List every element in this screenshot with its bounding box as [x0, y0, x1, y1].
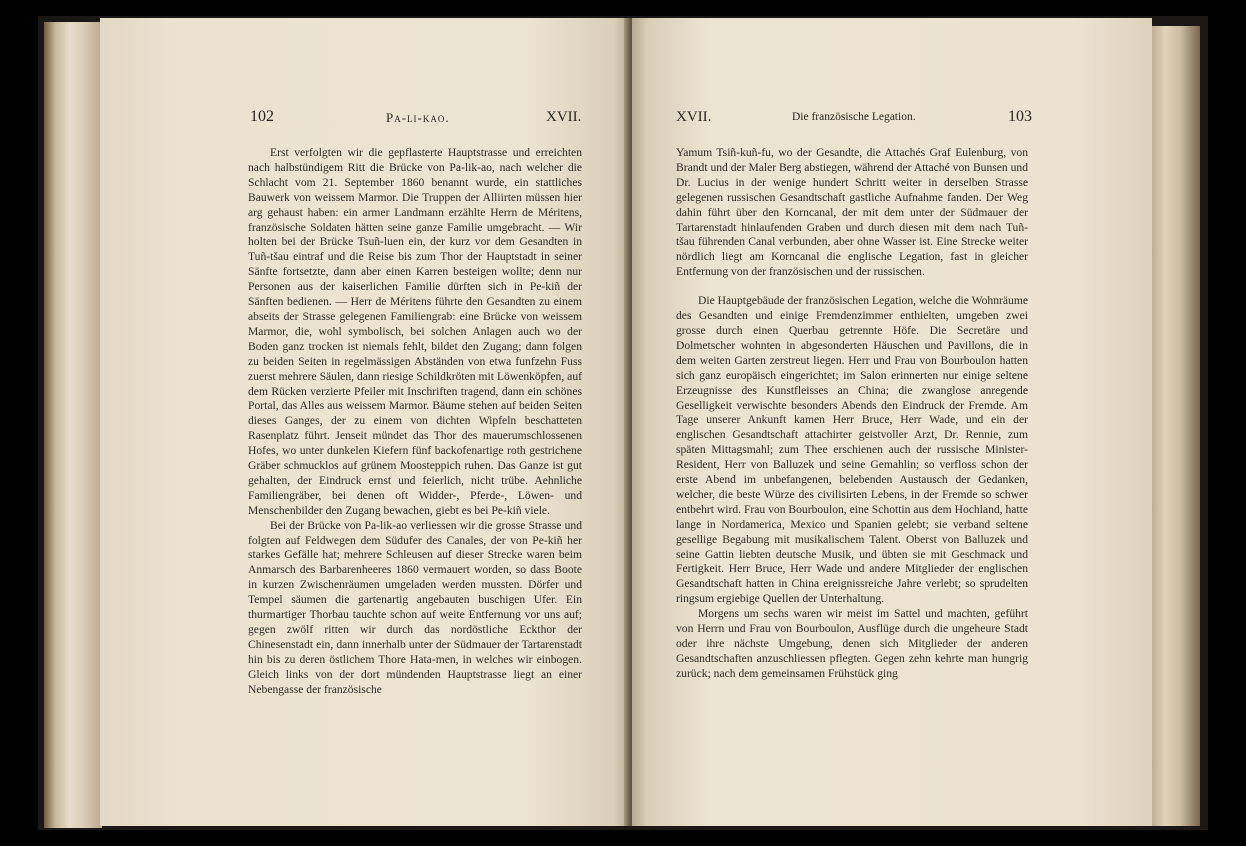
paragraph: Yamum Tsiñ-kuñ-fu, wo der Gesandte, die Attachés Graf Eulenburg, von Brandt und der Maler Berg abstiegen, während der Attaché von Bunsen und Dr. Lucius in der wenige hundert Schritt weiter in derselben Strasse gelegenen russischen Gesandtschaft gastliche Aufnahme fanden. Der Weg dahin führt über den Korncanal, der mit dem unter der Südmauer der Tartarenstadt hinlaufenden Graben und durch diesen mit dem nach Tuñ-tšau führenden Canal verbunden, aber ohne Wasser ist. Eine Strecke weiter nördlich liegt am Korncanal die englische Legation, fast in gleicher Entfernung von der französischen und der russischen. — [676, 146, 1029, 279]
paragraph: Bei der Brücke von Pa-lik-ao verliessen wir die grosse Strasse und folgten auf Feldwegen dem Südufer des Canales, der von Pe-kiñ her starkes Gefälle hat; mehrere Schleusen auf dieser Strecke waren beim Anmarsch des Barbarenheeres 1860 vermauert worden, so dass Boote in kurzen Zwischenräumen umgeladen werden mussten. Dörfer und Tempel säumen die gartenartig angebauten buschigen Ufer. Ein thurmartiger Thorbau tauchte schon auf weite Entfernung vor uns auf; gegen zwölf ritten wir durch das nordöstliche Eckthor der Chinesenstadt ein, dann innerhalb unter der Südmauer der Tartarenstadt hin bis zu deren östlichem Thore Hata-men, in welches wir einbogen. Gleich links von der dort mündenden Hauptstrasse liegt an einer Nebengasse der französische — [248, 518, 582, 696]
paragraph: Die Hauptgebäude der französischen Legation, welche die Wohnräume des Gesandten und einige Fremdenzimmer enthielten, umgeben zwei grosse durch einen Querbau getrennte Höfe. Die Secretäre und Dolmetscher wohnten in abgesonderten Häuschen und Pavillons, die in dem weiten Garten zerstreut liegen. Herr und Frau von Bourboulon hatten sich ganz europäisch eingerichtet; im Salon erinnerten nur einige seltene Erzeugnisse des Kunstfleisses an China; die zwanglose anregende Geselligkeit verwischte besonders Abends den Eindruck der Fremde. Am Tage unserer Ankunft kamen Herr Bruce, Herr Wade, und ein der englischen Gesandtschaft attachirter geistvoller Arzt, Dr. Rennie, zum späten Mittagsmahl; zum Thee erschienen auch der russische Minister-Resident, Herr von Balluzek und seine Gemahlin; so verfloss schon der erste Abend im unbefangenen, belebenden Austausch der Gedanken, welcher, die beste Würze des civilisirten Lebens, in der Fremde so schwer entbehrt wird. Frau von Bourboulon, eine Schottin aus dem Hochland, hatte lange in Nordamerica, Mexico und Spanien gelebt; sie verband seltene gesellige Begabung mit musikalischem Talent. Oberst von Balluzek und seine Gattin liebten deutsche Musik, und übten sie mit Geschmack und Fertigkeit. Herr Bruce, Herr Wade und andere Mitglieder der englischen Gesandtschaft hatten in China ereignissreiche Jahre verlebt; so sprudelten ringsum ergiebige Quellen der Unterhaltung. — [676, 294, 1028, 606]
running-title: Die französische Legation. — [792, 111, 916, 123]
left-page-body — [248, 146, 582, 698]
left-page — [100, 18, 630, 826]
right-page-header — [632, 110, 1152, 134]
left-page-edges — [44, 22, 102, 828]
running-title: Pa-li-kao. — [386, 110, 450, 125]
right-page — [632, 18, 1152, 826]
chapter-number: XVII. — [676, 109, 712, 125]
left-page-header — [100, 110, 630, 134]
page-number: 102 — [250, 108, 274, 125]
paragraph: Morgens um sechs waren wir meist im Sattel und machten, geführt von Herrn und Frau von Bourboulon, Ausflüge durch die ungeheure Stadt oder ihre nächste Umgebung, denen sich Mitglieder der anderen Gesandtschaften anzuschliessen pflegten. Gegen zehn kehrte man hungrig zurück; nach dem gemeinsamen Frühstück ging — [676, 607, 1028, 680]
page-number: 103 — [1008, 108, 1032, 125]
chapter-number: XVII. — [546, 109, 582, 125]
paragraph: Erst verfolgten wir die gepflasterte Hauptstrasse und erreichten nach halbstündigem Ritt die Brücke von Pa-lik-ao, nach welcher die Schlacht vom 21. September 1860 benannt wurde, ein stattliches Bauwerk von weissem Marmor. Die Truppen der Alliirten müssen hier arg gehaust haben: ein armer Landmann erzählte Herrn de Méritens, französische Soldaten hätten seine ganze Familie umgebracht. — Wir holten bei der Brücke Tsuñ-luen ein, der kurz vor dem Gesandten in Tuñ-tšau eintraf und die Reise bis zum Thor der Hauptstadt in seiner Sänfte fortsetzte, dann aber einen Karren besteigen wollte; denn nur Personen aus der kaiserlichen Familie dürften sich in Pe-kiñ der Sänften bedienen. — Herr de Méritens führte den Gesandten zu einem abseits der Strasse gelegenen Familiengrab: eine Brücke von weissem Marmor, die, wohl symbolisch, bei solchen Anlagen auch wo der Boden ganz trocken ist niemals fehlt, bildet den Zugang; dann folgen zu beiden Seiten in regelmässigen Abständen von etwa funfzehn Fuss zuerst mehrere Säulen, dann riesige Schildkröten mit Löwenköpfen, auf dem Rücken verzierte Pfeiler mit Inschriften tragend, dann ein schönes Portal, das Alles aus weissem Marmor. Bäume stehen auf beiden Seiten dieses Ganges, der zu einem von dichten Wipfeln beschatteten Rasenplatz führt. Jenseit mündet das Thor des mauerumschlossenen Hofes, wo unter dunkelen Kiefern fünf backofenartige roth gestrichene Gräber schmucklos auf grünem Moosteppich ruhen. Das Ganze ist gut gehalten, der Eindruck ernst und feierlich, nicht trübe. Aehnliche Familiengräber, bei denen oft Widder-, Pferde-, Löwen- und Menschenbilder den Zugang bewachen, giebt es bei Pe-kiñ viele. — [248, 146, 582, 517]
right-page-body — [676, 146, 1028, 682]
right-page-edges — [1150, 26, 1200, 826]
